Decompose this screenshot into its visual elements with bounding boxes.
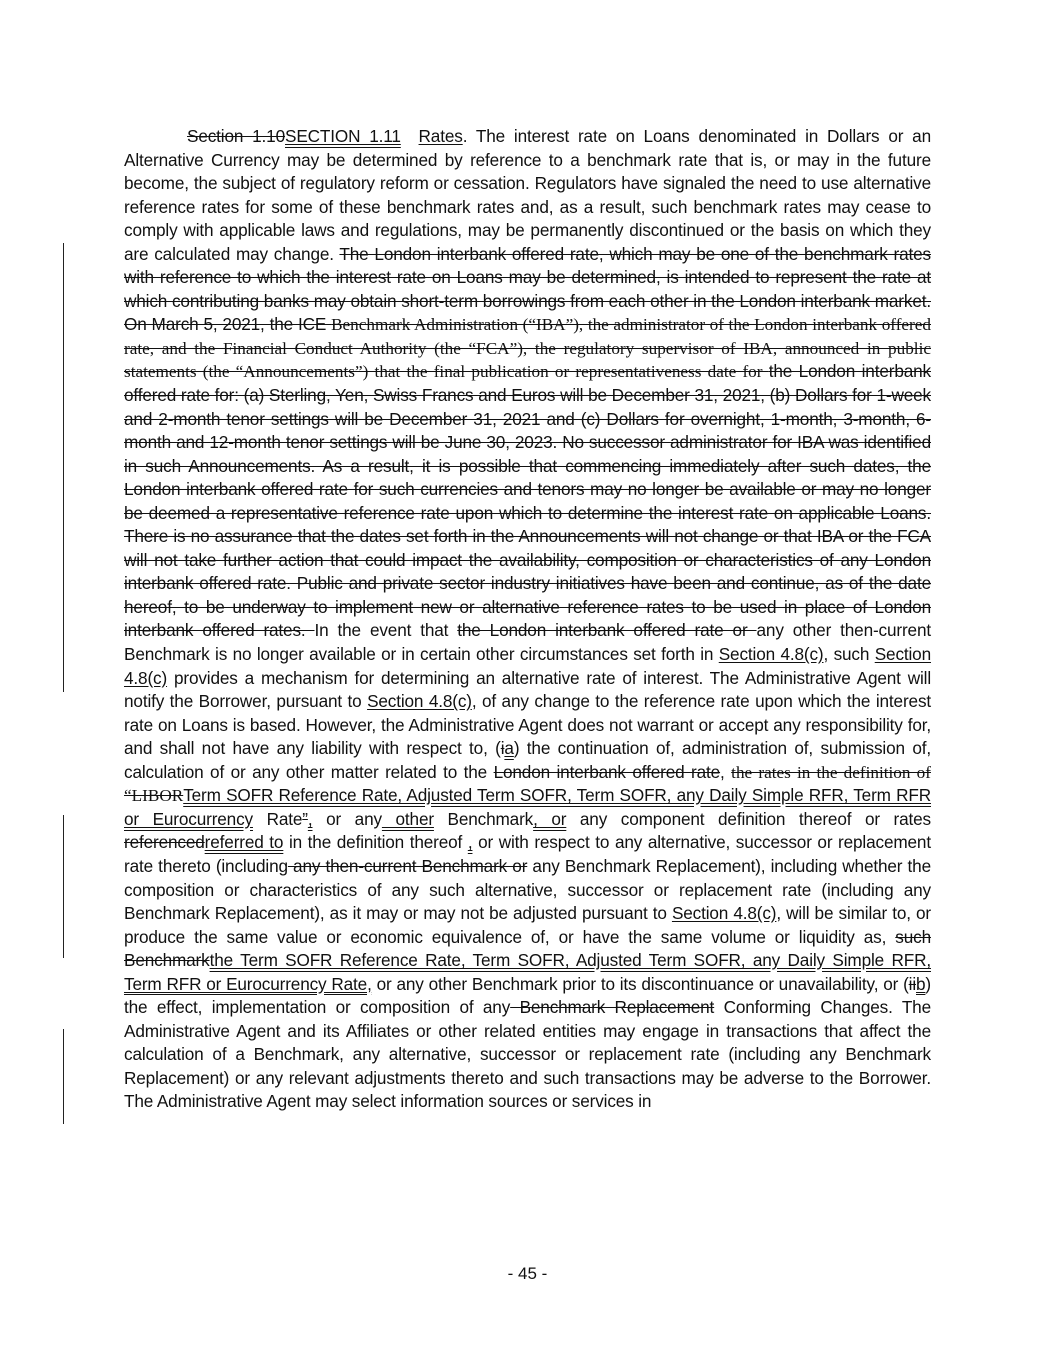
deleted-text: the London interbank offered rate or xyxy=(457,620,757,641)
inserted-text: b xyxy=(916,973,926,994)
deleted-text: any then-current Benchmark or xyxy=(287,855,528,876)
text-segment: , xyxy=(720,761,732,782)
deleted-text: ii xyxy=(908,973,916,994)
section-title: Rates xyxy=(418,126,463,146)
change-bar xyxy=(63,1029,64,1124)
deleted-text: such Benchmark xyxy=(124,926,931,971)
inserted-section-number: SECTION 1.11 xyxy=(285,126,401,146)
text-segment: or any xyxy=(312,808,382,829)
text-segment: , such xyxy=(823,644,875,665)
deleted-text: the London interbank offered rate for: (a) Sterling, Yen, Swiss Francs and Euros will be December 31, 2021, (b) Dollars for 1-week and 2-month tenor settings will be December 31, 2021 and (c) Dollars for overnight, 1-month, 3-month, 6-month and 12-month tenor settings will be June 30, 2023. No successor administrator for IBA was identified in such Announcements. As a result, it is possible that commencing immediately after such dates, the London interbank offered rate for such currencies and tenors may no longer be available or may no longer be deemed a representative reference rate upon which to determine the interest rate on applicable Loans. There is no assurance that the dates set forth in the Announcements will not change or that IBA or the FCA will not take further action that could impact the availability, composition or characteristics of any London interbank offered rate. Public and private sector industry initiatives have been and continue, as of the date hereof, to be underway to implement new or alternative reference rates to be used in place of London interbank offered rates. xyxy=(124,361,931,641)
deleted-text: the rates in the definition of “LIBOR xyxy=(124,762,931,806)
deleted-text: Benchmark Administration (“IBA”), the administrator of the London interbank offered rate, and the Financial Conduct Authority (the “FCA”), the regulatory supervisor of IBA, announced in public statements (the “Announcements”) that the final publication or representativeness date for xyxy=(124,315,931,382)
deleted-text: Benchmark Replacement xyxy=(510,997,715,1018)
text-segment: or any other Benchmark prior to its discontinuance or unavailability, or ( xyxy=(371,973,909,994)
change-bar xyxy=(63,815,64,958)
text-segment: Conforming Changes. The Administrative Agent and its Affiliates or other related entities may engage in transactions that affect the calculation of a Benchmark, any alternative, successor or replacement rate (including any Benchmark Replacement) or any relevant adjustments thereto and such transactions may be adverse to the Borrower. The Administrative Agent may select information sources or services in xyxy=(124,997,931,1112)
text-segment: ) the effect, implementation or composition of any xyxy=(124,973,931,1018)
change-bar xyxy=(63,243,64,692)
inserted-text: , or xyxy=(533,808,567,829)
deleted-text: i xyxy=(500,738,505,759)
text-segment: Rate xyxy=(252,808,303,829)
text-segment: The interest rate on Loans denominated in Dollars or an Alternative Currency may be determined by reference to a benchmark rate that is, or may in the future become, the subject of regulatory reform or cessation. Regulators have signaled the need to use alternative reference rates for some of these benchmark rates and, as a result, such benchmark rates may cease to comply with applicable laws and regulations, may be permanently discontinued or the basis on which they are calculated may change. xyxy=(124,126,931,264)
section-reference: Section 4.8(c) xyxy=(124,644,931,688)
deleted-section-number: Section 1.10 xyxy=(187,126,285,146)
inserted-text: referred to xyxy=(204,832,284,853)
text-segment: ) the continuation of, administration of, submission of, calculation of or any other matter related to the xyxy=(124,738,931,782)
inserted-text: Term SOFR Reference Rate, Adjusted Term SOFR, Term SOFR, any Daily Simple RFR, Term RFR or Eurocurrency xyxy=(124,785,931,829)
text-segment: or with respect to any alternative, successor or replacement rate thereto (including xyxy=(124,832,931,876)
section-body xyxy=(124,125,931,1114)
text-segment: provides a mechanism for determining an alternative rate of interest. The Administrative Agent will notify the Borrower, pursuant to xyxy=(124,667,931,712)
deleted-text: referenced xyxy=(124,832,205,853)
deleted-text: ” xyxy=(302,808,308,829)
section-reference: Section 4.8(c) xyxy=(718,644,824,665)
text-segment: any Benchmark Replacement), including whether the composition or characteristics of any such alternative, successor or replacement rate (including any Benchmark Replacement), as it may or may not be adjusted pursuant to xyxy=(124,855,931,924)
inserted-text: a xyxy=(504,738,514,759)
inserted-text: other xyxy=(381,808,434,829)
page-number: - 45 - xyxy=(507,1264,548,1283)
text-segment: any component definition thereof or rates xyxy=(566,808,931,829)
inserted-text: , xyxy=(307,808,313,829)
text-segment: , of any change to the reference rate upon which the interest rate on Loans is based. However, the Administrative Agent does not warrant or accept any responsibility for, and shall not have any liability with respect to, ( xyxy=(124,691,932,759)
inserted-text: the Term SOFR Reference Rate, Term SOFR, Adjusted Term SOFR, any Daily Simple RFR, Term RFR or Eurocurrency Rate, xyxy=(124,950,931,994)
text-segment: in the definition thereof xyxy=(283,832,468,853)
section-reference: Section 4.8(c) xyxy=(671,903,777,924)
deleted-text: The London interbank offered rate, which may be one of the benchmark rates with reference to which the interest rate on Loans may be determined, is intended to represent the rate at which contributing banks may obtain short-term borrowings from each other in the London interbank market. On March 5, 2021, the ICE xyxy=(124,243,931,335)
section-title-period: . xyxy=(462,126,468,146)
text-segment: , will be similar to, or produce the same value or economic equivalence of, or have the same volume or liquidity as, xyxy=(124,903,932,947)
text-segment: In the event that xyxy=(314,620,458,641)
text-segment: any other then-current Benchmark is no longer available or in certain other circumstances set forth in xyxy=(124,620,932,665)
deleted-text: London interbank offered rate xyxy=(493,761,721,782)
section-paragraph xyxy=(124,125,931,1114)
text-segment: Benchmark xyxy=(433,808,534,829)
section-reference: Section 4.8(c) xyxy=(367,691,472,712)
inserted-text: , xyxy=(467,832,473,853)
